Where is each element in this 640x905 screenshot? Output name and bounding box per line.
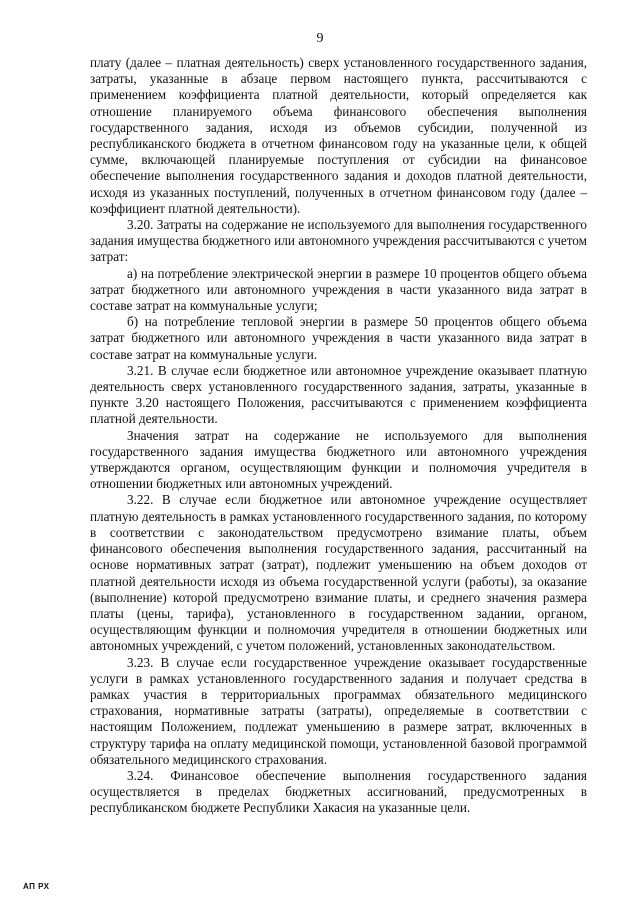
page-number: 9 [316,31,324,46]
paragraph-3-22: 3.22. В случае если бюджетное или автономное учреждение осуществляет платную деятельность в рамках установленного государственного задания, по которому в соответствии с законодательством предусмотрено взимание платы, объем финансового обеспечения выполнения государственного задания, рассчитанный на основе нормативных затрат (затрат), подлежит уменьшению на объем доходов от платной деятельности исходя из объема государственной услуги (работы), за оказание (выполнение) которой предусмотрено взимание платы, и среднего значения размера платы (цены, тарифа), установленного в государственном задании, органом, осуществляющим функции и полномочия учредителя в отношении бюджетных или автономных учреждений, с учетом положений, установленных законодательством. [90,492,587,654]
paragraph-3-20-b: б) на потребление тепловой энергии в размере 50 процентов общего объема затрат бюджетного или автономного учреждения в части указанного вида затрат в составе затрат на коммунальные услуги. [90,314,587,362]
paragraph-3-23: 3.23. В случае если государственное учреждение оказывает государственные услуги в рамках установленного государственного задания и получает средства в рамках участия в территориальных программах обязательного медицинского страхования, нормативные затраты (затраты), определяемые в соответствии с настоящим Положением, подлежат уменьшению в размере затрат, включенных в структуру тарифа на оплату медицинской помощи, установленной базовой программой обязательного медицинского страхования. [90,654,587,767]
footer-mark: АП РХ [23,882,50,891]
document-body [90,55,587,817]
paragraph-3-20-a: а) на потребление электрической энергии в размере 10 процентов общего объема затрат бюджетного или автономного учреждения в части указанного вида затрат в составе затрат на коммунальные услуги; [90,265,587,314]
paragraph-3-24: 3.24. Финансовое обеспечение выполнения государственного задания осуществляется в пределах бюджетных ассигнований, предусмотренных в республиканском бюджете Республики Хакасия на указанные цели. [90,767,587,816]
paragraph-3-20: 3.20. Затраты на содержание не используемого для выполнения государственного задания имущества бюджетного или автономного учреждения рассчитываются с учетом затрат: [90,217,587,265]
paragraph-continuation: плату (далее – платная деятельность) сверх установленного государственного задания, затраты, указанные в абзаце первом настоящего пункта, рассчитываются с применением коэффициента платной деятельности, который определяется как отношение планируемого объема финансового обеспечения выполнения государственного задания, исходя из объемов субсидии, полученной из республиканского бюджета в отчетном финансовом году на указанные цели, к общей сумме, включающей планируемые поступления от субсидии на финансовое обеспечение выполнения государственного задания и доходов платной деятельности, исходя из указанных поступлений, полученных в отчетном финансовом году (далее – коэффициент платной деятельности). [90,55,587,216]
paragraph-3-21: 3.21. В случае если бюджетное или автономное учреждение оказывает платную деятельность сверх установленного государственного задания, затраты, указанные в пункте 3.20 настоящего Положения, рассчитываются с применением коэффициента платной деятельности. [90,362,587,427]
paragraph-3-21-values: Значения затрат на содержание не используемого для выполнения государственного задания имущества бюджетного или автономного учреждения утверждаются органом, осуществляющим функции и полномочия учредителя в отношении бюджетных или автономных учреждений. [90,427,587,492]
